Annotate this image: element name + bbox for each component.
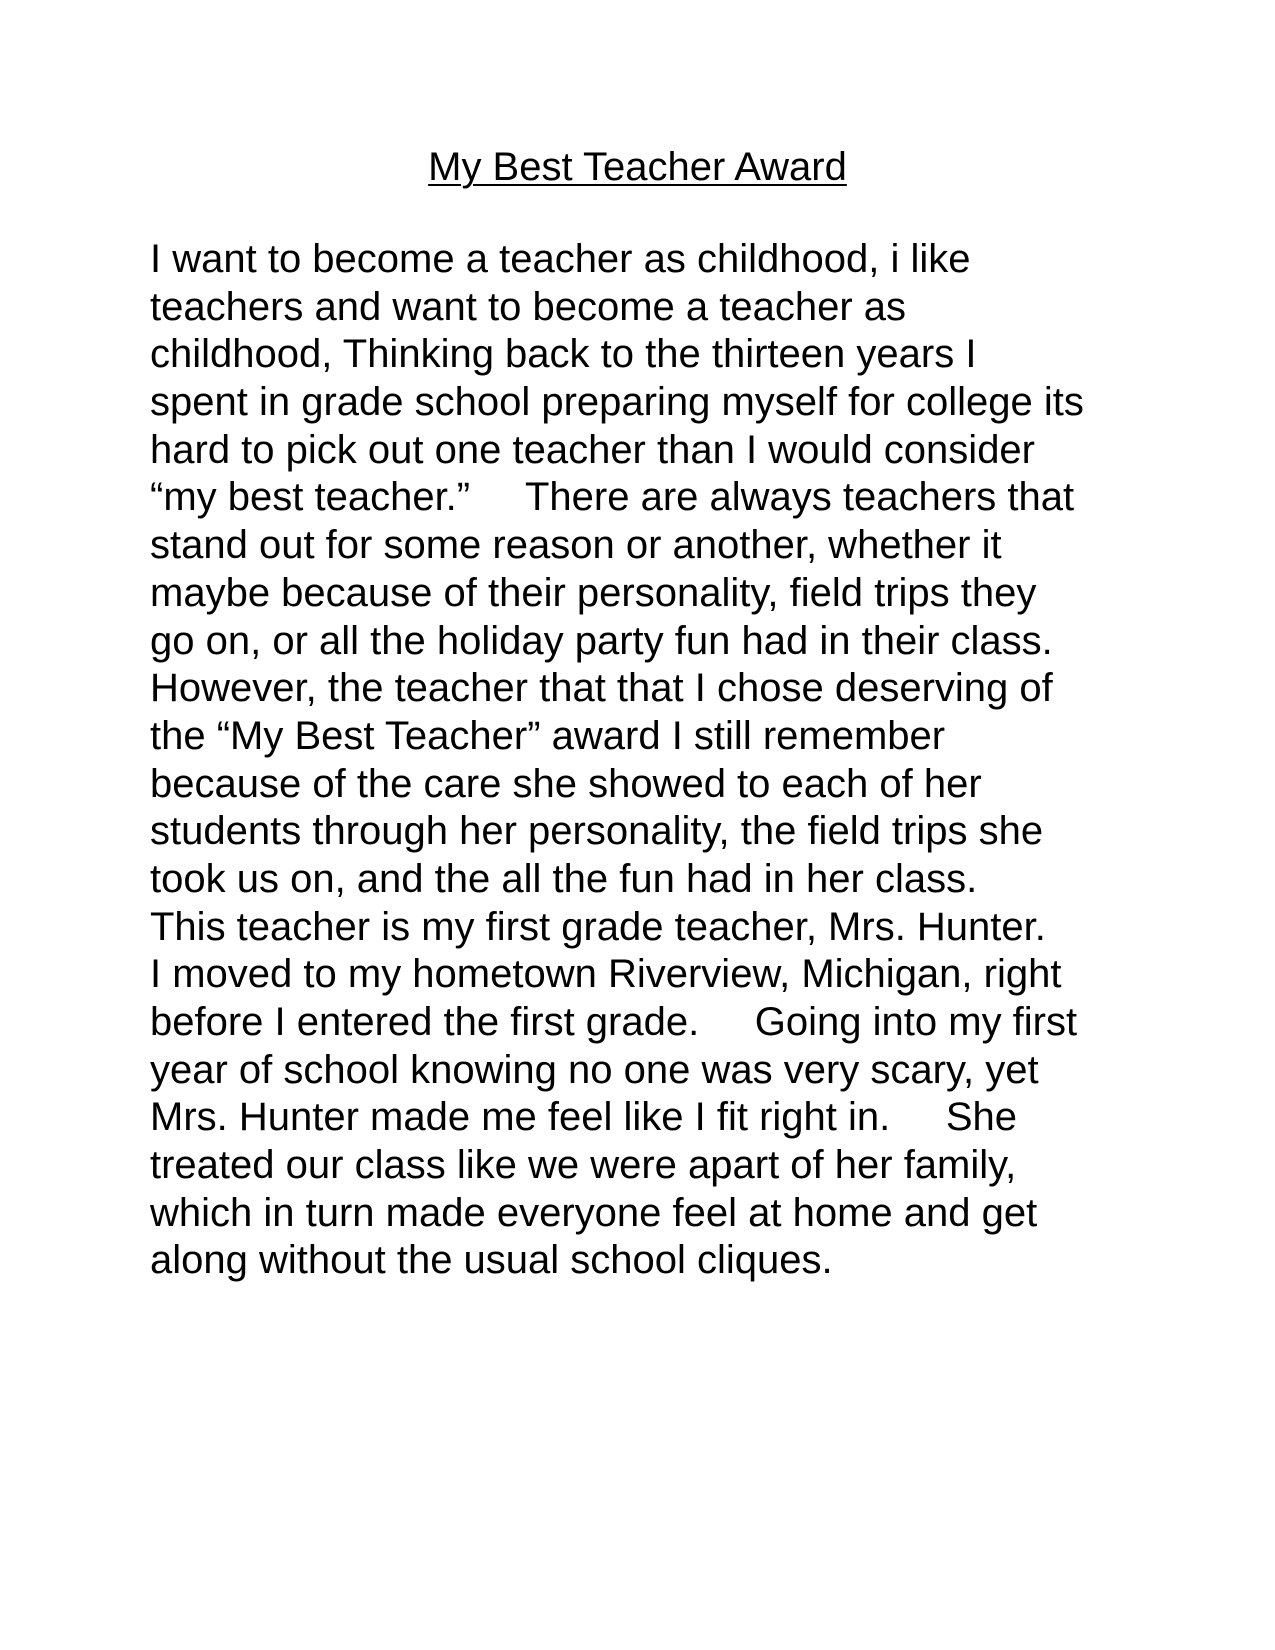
- essay-line: before I entered the first grade. Going into my first: [150, 1000, 1078, 1044]
- essay-line: because of the care she showed to each of her: [150, 761, 982, 806]
- document-title: My Best Teacher Award: [428, 145, 847, 189]
- essay-line: took us on, and the all the fun had in her class.: [150, 856, 978, 901]
- essay-line: I moved to my hometown Riverview, Michigan, right: [150, 952, 1062, 997]
- essay-line: treated our class like we were apart of her family,: [150, 1143, 1017, 1188]
- essay-line: Mrs. Hunter made me feel like I fit right in. She: [150, 1095, 1017, 1140]
- essay-line: year of school knowing no one was very scary, yet: [150, 1047, 1039, 1092]
- essay-line: along without the usual school cliques.: [150, 1238, 833, 1283]
- essay-line: teachers and want to become a teacher as: [150, 284, 907, 329]
- essay-line: maybe because of their personality, field trips they: [150, 570, 1037, 615]
- essay-line: the “My Best Teacher” award I still remember: [150, 713, 946, 758]
- essay-line: childhood, Thinking back to the thirteen years I: [150, 332, 977, 377]
- essay-line: spent in grade school preparing myself for college its: [150, 380, 1084, 425]
- essay-line: hard to pick out one teacher than I would consider: [150, 427, 1035, 472]
- essay-line: which in turn made everyone feel at home and get: [150, 1190, 1038, 1235]
- essay-line: I want to become a teacher as childhood, i like: [150, 237, 971, 281]
- essay-body: [150, 236, 1230, 1285]
- essay-line: “my best teacher.” There are always teachers that: [150, 475, 1075, 520]
- essay-line: go on, or all the holiday party fun had in their class.: [150, 618, 1053, 663]
- essay-line: This teacher is my first grade teacher, Mrs. Hunter.: [150, 904, 1046, 949]
- essay-line: students through her personality, the field trips she: [150, 809, 1044, 854]
- essay-line: However, the teacher that that I chose deserving of: [150, 666, 1053, 711]
- essay-line: stand out for some reason or another, whether it: [150, 523, 1002, 568]
